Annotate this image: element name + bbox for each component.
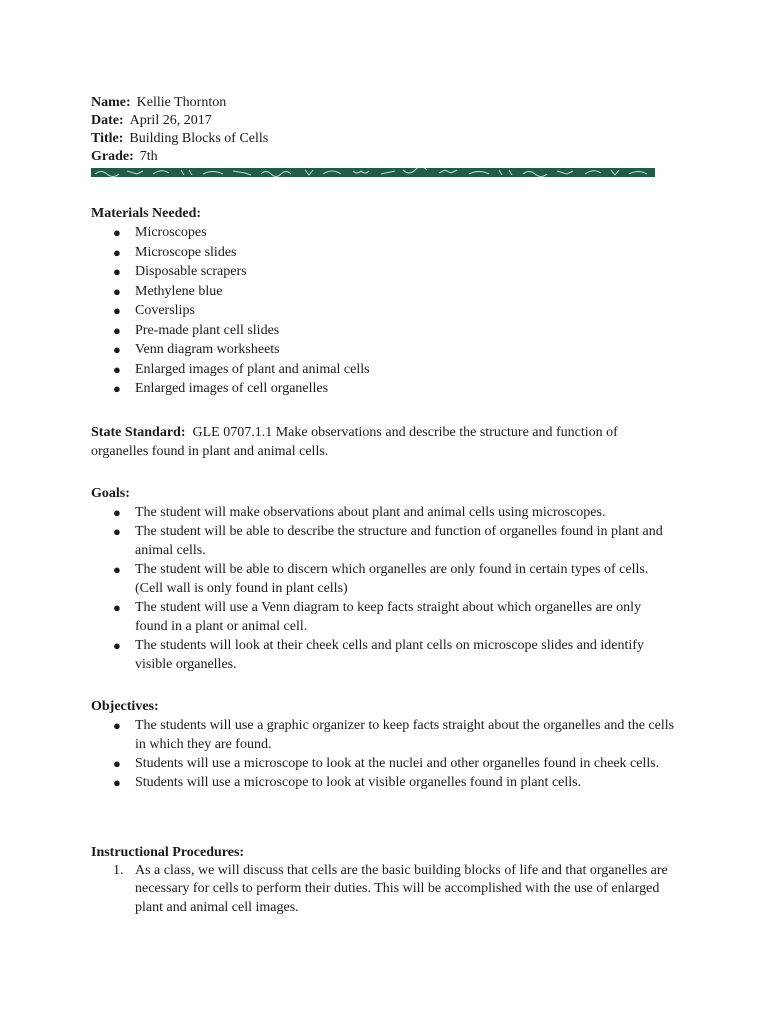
material-item-text: Enlarged images of plant and animal cells: [135, 361, 370, 377]
grade-value: 7th: [139, 149, 158, 164]
bullet-icon: ●: [113, 264, 121, 279]
material-item-text: Methylene blue: [135, 283, 223, 299]
date-label: Date:: [91, 113, 124, 128]
bullet-icon: ●: [113, 361, 121, 377]
grade-line: [91, 148, 691, 166]
goal-item: [91, 503, 675, 522]
bullet-icon: ●: [113, 523, 121, 539]
goals-heading: Goals:: [91, 485, 130, 501]
title-line: [91, 130, 691, 148]
goal-item: [91, 560, 675, 598]
bullet-icon: ●: [113, 717, 121, 733]
grade-label: Grade:: [91, 149, 134, 164]
procedure-text: As a class, we will discuss that cells are the basic building blocks of life and that organelles are necessary for cells to perform their duties. This will be accomplished with the use of enlarged plant and animal cell images.: [135, 862, 668, 915]
procedure-number: 1.: [113, 862, 124, 878]
goal-item: [91, 636, 675, 674]
name-value: Kellie Thornton: [136, 95, 227, 110]
objectives-heading: Objectives:: [91, 698, 159, 714]
material-item: [91, 282, 691, 302]
material-item-text: Coverslips: [135, 303, 195, 318]
bullet-icon: ●: [113, 774, 121, 790]
bullet-icon: ●: [113, 504, 121, 520]
goal-item-text: The students will look at their cheek cells and plant cells on microscope slides and identify visible organelles.: [135, 637, 644, 672]
goals-list: [91, 503, 691, 674]
procedure-item: [91, 862, 675, 918]
title-label: Title:: [91, 131, 124, 146]
date-line: [91, 112, 691, 130]
goal-item-text: The student will use a Venn diagram to keep facts straight about which organelles are only found in a plant or animal cell.: [135, 599, 642, 634]
bullet-icon: ●: [113, 244, 121, 260]
banner-pattern-icon: [91, 168, 655, 177]
bullet-icon: ●: [113, 381, 121, 396]
material-item: [91, 379, 691, 399]
objective-item-text: Students will use a microscope to look at the nuclei and other organelles found in cheek cells.: [135, 755, 660, 771]
objective-item-text: Students will use a microscope to look at visible organelles found in plant cells.: [135, 774, 582, 790]
standard-text: GLE 0707.1.1 Make observations and describe the structure and function of organelles found in plant and animal cells.: [91, 424, 618, 459]
material-item-text: Disposable scrapers: [135, 264, 247, 279]
material-item-text: Enlarged images of cell organelles: [135, 381, 329, 396]
material-item-text: Microscopes: [135, 225, 207, 240]
objective-item: [91, 754, 675, 773]
objective-item: [91, 716, 675, 754]
objective-item-text: The students will use a graphic organizer to keep facts straight about the organelles and the cells in which they are found.: [135, 717, 675, 752]
standard-label: State Standard:: [91, 424, 186, 440]
bullet-icon: ●: [113, 342, 121, 357]
title-value: Building Blocks of Cells: [129, 131, 269, 146]
materials-list: [91, 223, 691, 399]
bullet-icon: ●: [113, 322, 121, 338]
material-item-text: Pre-made plant cell slides: [135, 322, 280, 338]
material-item: [91, 243, 691, 263]
material-item: [91, 223, 691, 243]
goal-item-text: The student will be able to describe the structure and function of organelles found in plant and animal cells.: [135, 523, 663, 558]
bullet-icon: ●: [113, 283, 121, 299]
name-line: [91, 94, 691, 112]
bullet-icon: ●: [113, 303, 121, 318]
material-item: [91, 301, 691, 321]
procedures-list: [91, 862, 691, 918]
lesson-plan-page: [91, 94, 691, 917]
material-item-text: Venn diagram worksheets: [135, 342, 280, 357]
goal-item: [91, 522, 675, 560]
objective-item: [91, 773, 675, 792]
materials-heading: Materials Needed:: [91, 206, 202, 221]
goal-item: [91, 598, 675, 636]
bullet-icon: ●: [113, 755, 121, 771]
material-item-text: Microscope slides: [135, 244, 237, 260]
bullet-icon: ●: [113, 225, 121, 240]
bullet-icon: ●: [113, 561, 121, 577]
goal-item-text: The student will make observations about plant and animal cells using microscopes.: [135, 504, 606, 520]
date-value: April 26, 2017: [129, 113, 212, 128]
goal-item-text: The student will be able to discern which organelles are only found in certain types of cells. (Cell wall is only found in plant cells): [135, 561, 649, 596]
material-item: [91, 262, 691, 282]
name-label: Name:: [91, 95, 131, 110]
bullet-icon: ●: [113, 599, 121, 615]
decorative-banner: [91, 168, 655, 177]
material-item: [91, 340, 691, 360]
objectives-list: [91, 716, 691, 792]
material-item: [91, 321, 691, 341]
bullet-icon: ●: [113, 637, 121, 653]
state-standard: [91, 423, 666, 461]
procedures-heading: Instructional Procedures:: [91, 844, 245, 860]
material-item: [91, 360, 691, 380]
